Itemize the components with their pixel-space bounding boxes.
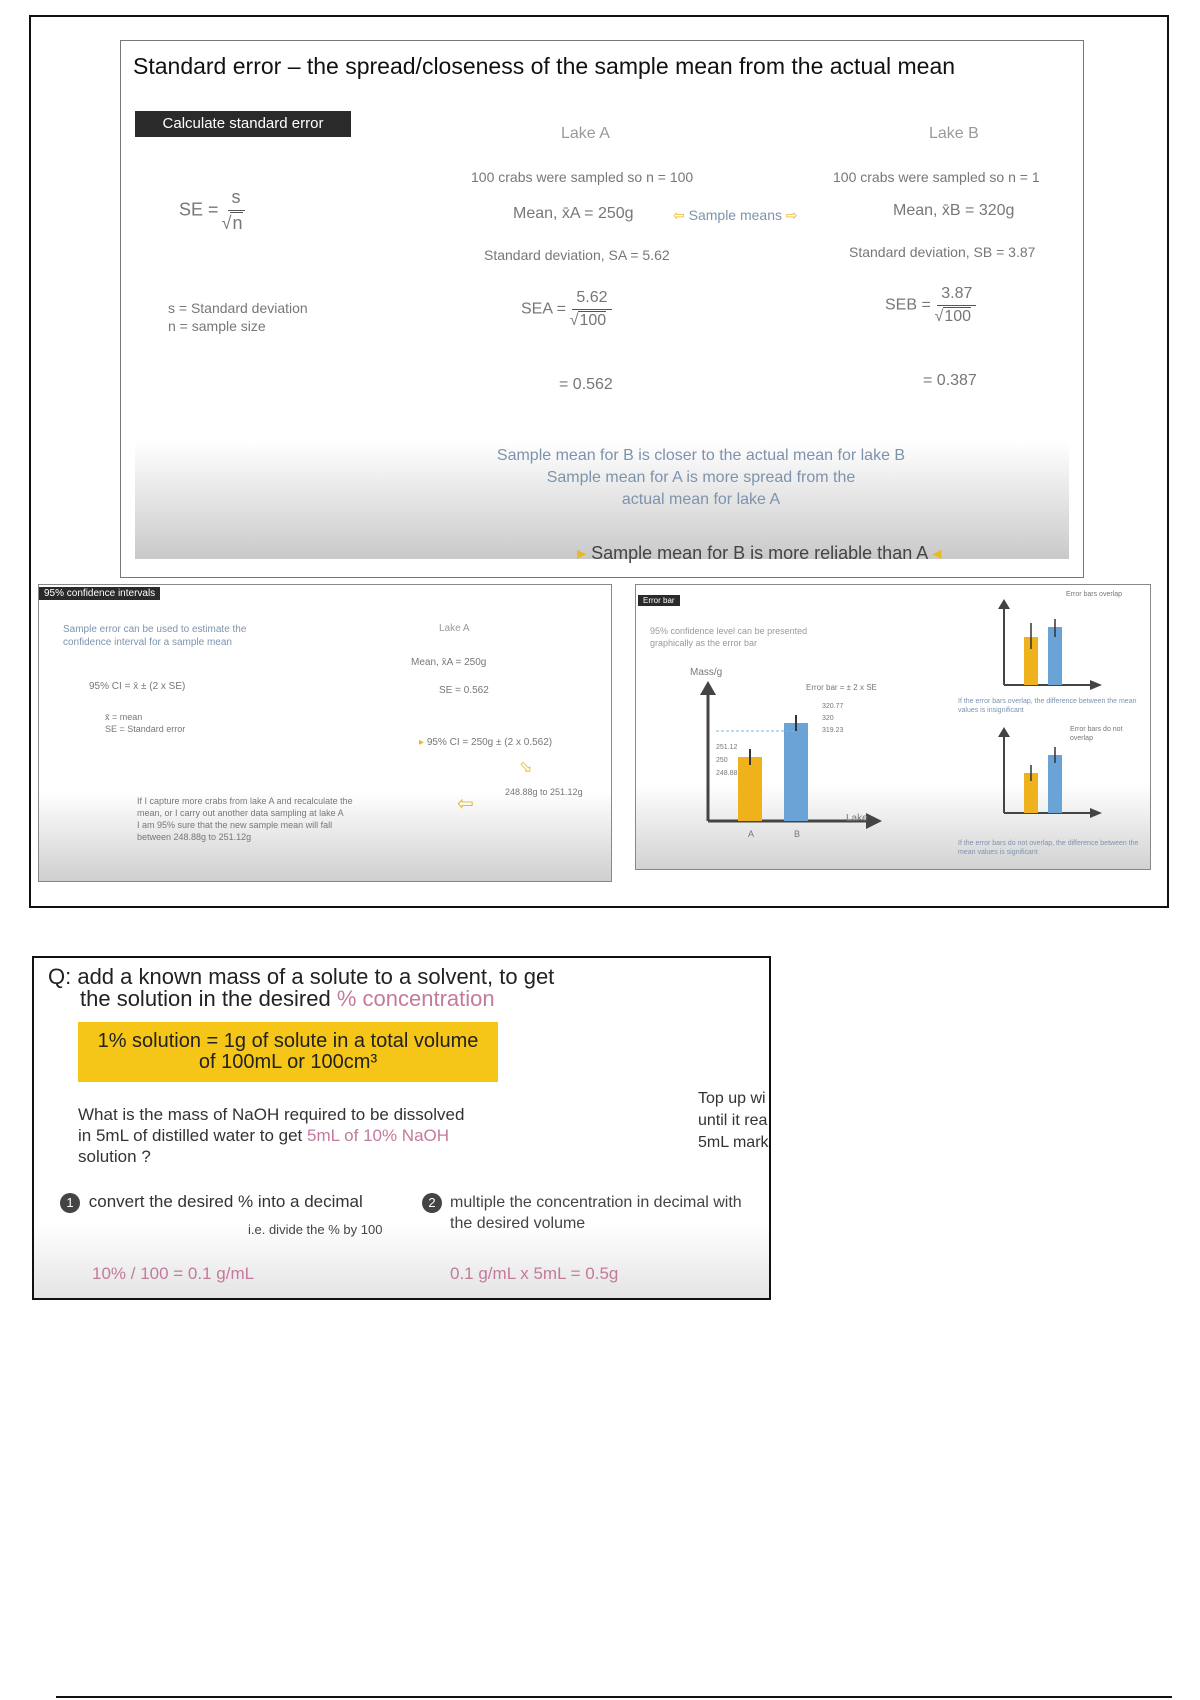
lake-b-heading: Lake B (929, 125, 979, 142)
eb-bar-a-label: A (748, 829, 755, 839)
overlap-label: Error bars overlap (1066, 591, 1123, 598)
lake-b-se-num: 3.87 (937, 285, 976, 306)
ci-calc (419, 737, 552, 748)
pointer-left-icon: ◂ (932, 543, 942, 563)
ci-calc-text: 95% CI = 250g ± (2 x 0.562) (426, 737, 553, 748)
lake-a-se-num: 5.62 (572, 289, 611, 310)
step-1-sub: i.e. divide the % by 100 (248, 1222, 383, 1237)
question-body-3: solution ? (78, 1147, 151, 1166)
ci-lake: Lake A (439, 623, 470, 634)
ci-mean: Mean, x̄A = 250g (411, 657, 487, 668)
answer-1: 10% / 100 = 0.1 g/mL (92, 1264, 255, 1283)
step-1-number: 1 (60, 1193, 80, 1213)
se-formula-lhs: SE = (179, 199, 219, 220)
eb-intro-1: 95% confidence level can be presented (650, 626, 808, 636)
ci-tag: 95% confidence intervals (39, 587, 160, 600)
question-body-2a: in 5mL of distilled water to get (78, 1126, 307, 1145)
ci-def-se: SE = Standard error (105, 724, 186, 734)
calculate-se-label: Calculate standard error (135, 111, 351, 137)
no-overlap-x-arrow-icon (1090, 808, 1102, 818)
formula-legend (168, 299, 308, 335)
no-overlap-note: If the error bars do not overlap, the difference between the mean values is significant (958, 840, 1139, 856)
x-axis-arrow-icon (866, 813, 882, 829)
eb-ylabel: Mass/g (690, 667, 723, 678)
ci-note (137, 795, 353, 843)
definition-box (78, 1022, 498, 1082)
question-body-2 (78, 1125, 464, 1146)
lake-b-result: = 0.387 (923, 372, 977, 389)
ci-left-arrow-icon: ⇦ (457, 793, 474, 815)
se-formula-den: √ n (230, 212, 243, 233)
lake-a-se-lhs: SEA = (521, 300, 566, 318)
solution-question-slide (32, 956, 771, 1300)
step-1-text: convert the desired % into a decimal (88, 1192, 363, 1211)
lake-b-mean: Mean, x̄B = 320g (893, 202, 1015, 219)
question-body-1: What is the mass of NaOH required to be dissolved (78, 1105, 465, 1124)
bar-a (738, 757, 762, 821)
ci-formula: 95% CI = x̄ ± (2 x SE) (89, 681, 186, 692)
lake-a-se (521, 289, 612, 330)
step-2-line-1: multiple the concentration in decimal with (450, 1194, 742, 1211)
ci-note-4: between 248.88g to 251.12g (137, 832, 252, 842)
definition-line-2: of 100mL or 100cm³ (198, 1051, 378, 1073)
eb-b-lower: 319.23 (822, 727, 844, 734)
lake-a-result: = 0.562 (559, 376, 613, 393)
question-line-2-b: % concentration (336, 986, 495, 1011)
no-overlap-label: Error bars do not overlap (1070, 726, 1123, 742)
no-overlap-bar-b (1048, 755, 1062, 813)
eb-bar-b-label: B (794, 829, 801, 839)
ci-defs (105, 711, 185, 735)
ci-down-arrow-icon: ⬂ (519, 759, 533, 776)
se-formula (179, 187, 245, 234)
ci-def-mean: x̄ = mean (105, 712, 143, 722)
question-heading (48, 966, 554, 1010)
question-line-2-a: the solution in the desired (80, 986, 337, 1011)
lake-b-sd: Standard deviation, SB = 3.87 (849, 244, 1036, 260)
page-bottom-rule (56, 1696, 1172, 1698)
eb-xlabel: Lake (846, 813, 868, 824)
ci-note-3: I am 95% sure that the new sample mean will fall (137, 820, 333, 830)
eb-tag: Error bar (638, 595, 680, 606)
lake-b-sampled: 100 crabs were sampled so n = 1 (833, 169, 1040, 185)
answer-2: 0.1 g/mL x 5mL = 0.5g (450, 1264, 619, 1283)
conclusion (421, 445, 981, 511)
eb-a-lower: 248.88 (716, 770, 738, 777)
error-bar-slide (635, 584, 1151, 870)
lake-b-se-den: √ 100 (943, 307, 971, 325)
ci-note-1: If I capture more crabs from lake A and recalculate the (137, 796, 353, 806)
bar-b (784, 723, 808, 821)
eb-intro (650, 625, 807, 649)
confidence-interval-slide (38, 584, 612, 882)
lake-b-se-lhs: SEB = (885, 296, 931, 314)
standard-error-slide (120, 40, 1084, 578)
lake-a-sd: Standard deviation, SA = 5.62 (484, 247, 670, 263)
se-formula-num: s (228, 187, 245, 211)
ci-note-2: mean, or I carry out another data sampling at lake A (137, 808, 344, 818)
right-arrow-icon: ⇨ (785, 207, 798, 223)
left-arrow-icon: ⇦ (673, 207, 685, 223)
question-line-1: Q: add a known mass of a solute to a solvent, to get (48, 964, 555, 989)
final-statement (577, 543, 941, 564)
step-2 (422, 1192, 742, 1234)
y-axis-arrow-icon (700, 681, 716, 695)
conclusion-line-2: Sample mean for A is more spread from the (546, 469, 856, 486)
ci-intro-1: Sample error can be used to estimate the (63, 624, 247, 635)
legend-n: n = sample size (168, 318, 266, 334)
no-overlap-y-arrow-icon (998, 727, 1010, 737)
sample-means (673, 207, 798, 224)
ci-intro-2: confidence interval for a sample mean (63, 637, 232, 648)
lake-b-se (885, 285, 976, 326)
ci-intro (63, 623, 246, 649)
lake-a-heading: Lake A (561, 125, 610, 142)
legend-s: s = Standard deviation (168, 300, 308, 316)
conclusion-line-1: Sample mean for B is closer to the actual mean for lake B (496, 447, 906, 464)
lake-a-sampled: 100 crabs were sampled so n = 100 (471, 169, 694, 185)
overlap-note: If the error bars overlap, the difference between the mean values is insignificant (958, 698, 1137, 714)
step-2-line-2: the desired volume (450, 1215, 586, 1232)
side-note-2: until it rea (698, 1112, 768, 1129)
eb-b-upper: 320.77 (822, 703, 844, 710)
slide-title: Standard error – the spread/closeness of the sample mean from the actual mean (133, 53, 956, 79)
question-body (78, 1104, 464, 1167)
ci-pointer-icon: ▸ (419, 737, 425, 748)
eb-values-a (716, 741, 737, 780)
question-body-2b: 5mL of 10% NaOH (307, 1126, 450, 1145)
overlap-y-arrow-icon (998, 599, 1010, 609)
ci-range: 248.88g to 251.12g (505, 787, 583, 797)
definition-line-1: 1% solution = 1g of solute in a total volume (97, 1030, 479, 1052)
eb-a-upper: 251.12 (716, 744, 738, 751)
overlap-chart (996, 597, 1106, 693)
side-note-3: 5mL mark (698, 1134, 769, 1151)
pointer-right-icon: ▸ (577, 543, 587, 563)
eb-a-mean: 250 (716, 757, 728, 764)
side-note (698, 1088, 769, 1154)
lake-a-mean: Mean, x̄A = 250g (513, 205, 634, 222)
eb-intro-2: graphically as the error bar (650, 638, 758, 648)
ci-se: SE = 0.562 (439, 685, 489, 696)
eb-values-b (822, 701, 843, 737)
question-line-2 (48, 988, 554, 1010)
lake-a-se-den: √ 100 (578, 311, 606, 329)
eb-b-mean: 320 (822, 715, 834, 722)
sample-means-label: Sample means (688, 207, 783, 223)
step-1 (60, 1192, 363, 1213)
conclusion-line-3: actual mean for lake A (621, 491, 781, 508)
step-2-number: 2 (422, 1193, 442, 1213)
overlap-x-arrow-icon (1090, 680, 1102, 690)
eb-errbar-label: Error bar = ± 2 x SE (806, 683, 877, 692)
side-note-1: Top up wi (698, 1090, 766, 1107)
final-statement-text: Sample mean for B is more reliable than A (591, 543, 928, 563)
